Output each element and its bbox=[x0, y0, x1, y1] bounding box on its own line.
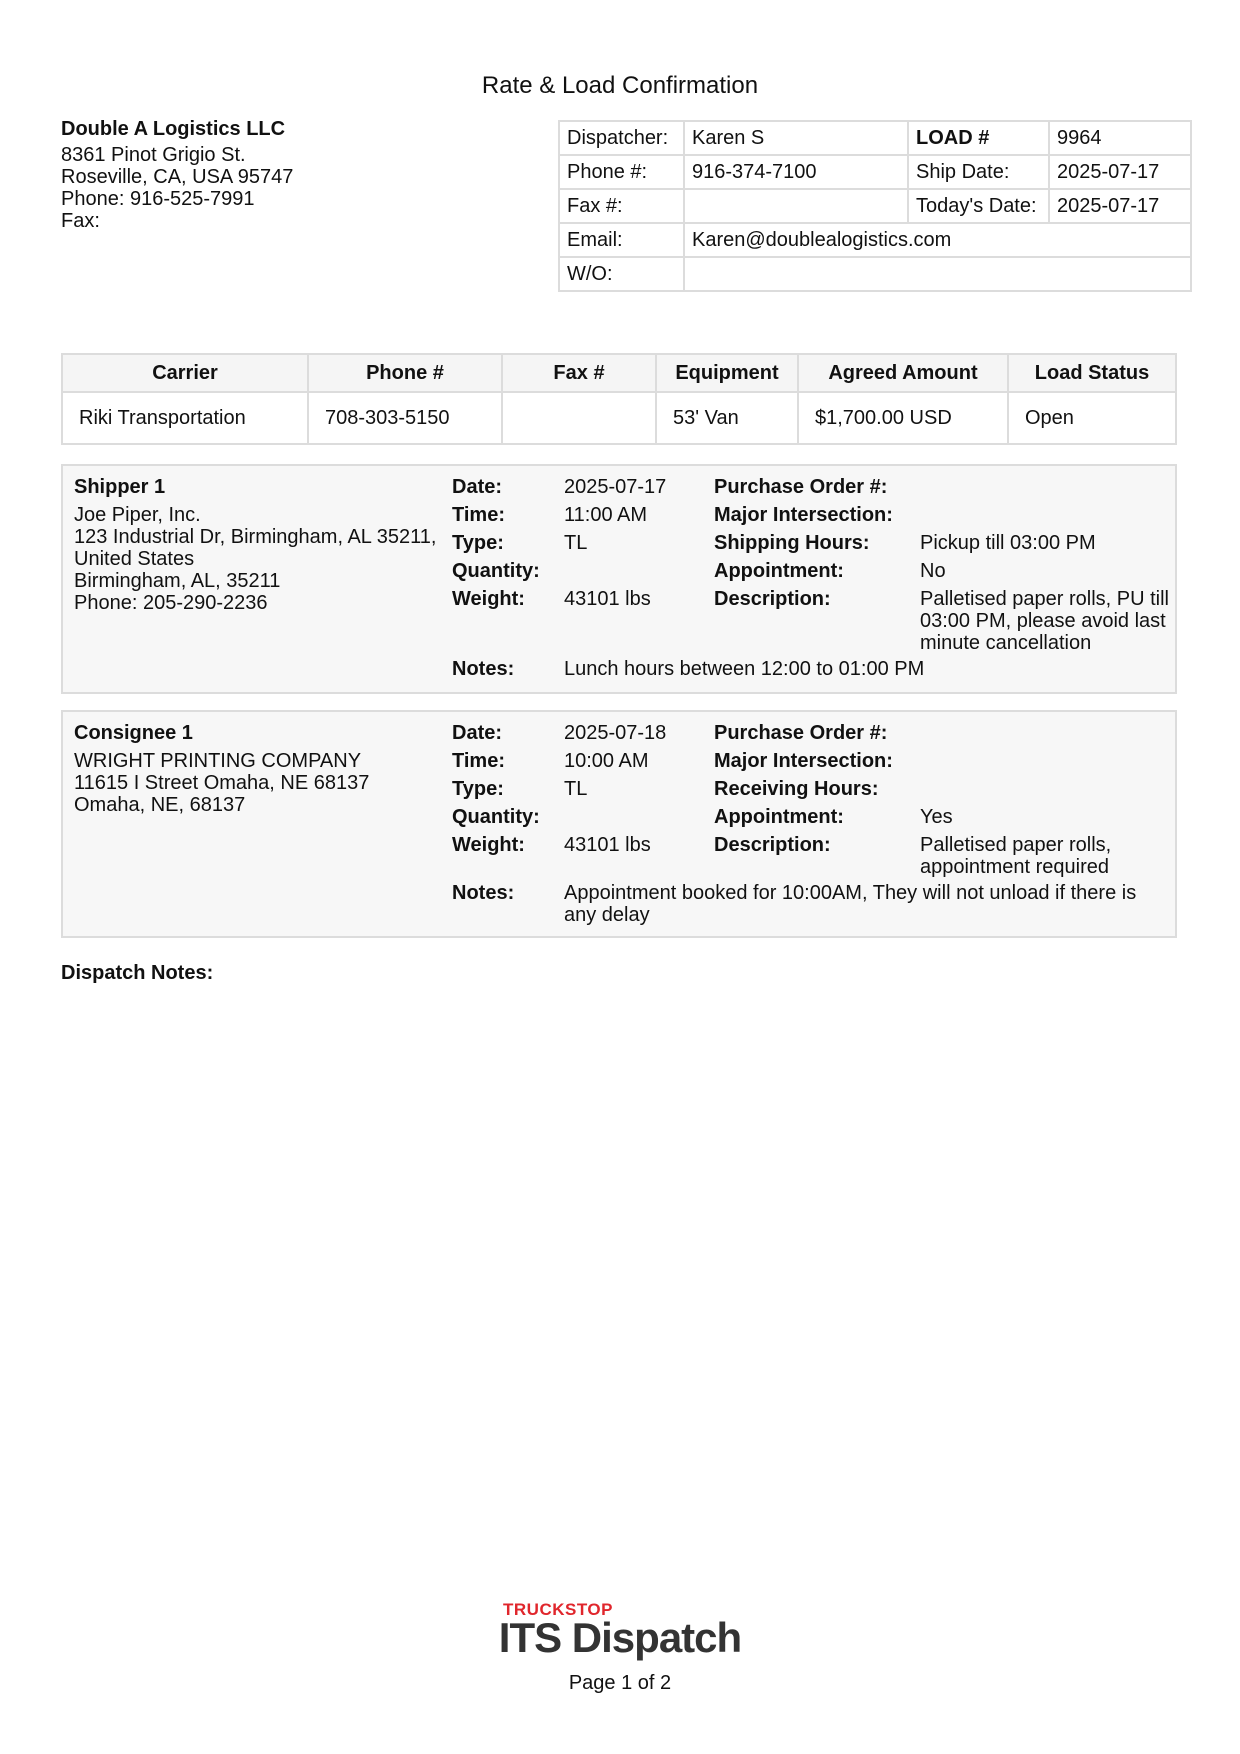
company-address-line1: 8361 Pinot Grigio St. bbox=[61, 144, 246, 166]
load-status: Open bbox=[1008, 392, 1176, 444]
shipper-description: Palletised paper rolls, PU till 03:00 PM, please avoid last minute cancellation bbox=[920, 588, 1169, 654]
consignee-address-block bbox=[74, 722, 454, 816]
shipper-address-block bbox=[74, 476, 454, 614]
carrier-table bbox=[61, 353, 1177, 445]
load-status-header: Load Status bbox=[1008, 354, 1176, 392]
consignee-details bbox=[452, 722, 1180, 878]
consignee-description-label: Description: bbox=[714, 834, 831, 856]
shipper-notes-text: Lunch hours between 12:00 to 01:00 PM bbox=[564, 658, 925, 680]
consignee-address-line: 11615 I Street Omaha, NE 68137 bbox=[74, 772, 370, 794]
dispatcher-value: Karen S bbox=[684, 121, 908, 155]
consignee-notes-text: Appointment booked for 10:00AM, They will not unload if there is any delay bbox=[564, 882, 1137, 926]
dispatch-phone-value: 916-374-7100 bbox=[684, 155, 908, 189]
shipper-intersection bbox=[920, 504, 1180, 526]
carrier-phone: 708-303-5150 bbox=[308, 392, 502, 444]
consignee-hours-label: Receiving Hours: bbox=[714, 778, 879, 800]
consignee-notes-label: Notes: bbox=[452, 882, 515, 904]
agreed-amount: $1,700.00 USD bbox=[798, 392, 1008, 444]
consignee-quantity-label: Quantity: bbox=[452, 806, 540, 828]
shipper-appointment-label: Appointment: bbox=[714, 560, 844, 582]
shipper-description-label: Description: bbox=[714, 588, 831, 610]
shipper-phone: Phone: 205-290-2236 bbox=[74, 592, 268, 614]
its-dispatch-logo: ITS Dispatch bbox=[498, 1614, 742, 1661]
consignee-address-line: WRIGHT PRINTING COMPANY bbox=[74, 750, 362, 772]
consignee-po bbox=[920, 722, 1180, 744]
consignee-weight-label: Weight: bbox=[452, 834, 525, 856]
consignee-notes bbox=[452, 882, 1164, 926]
ship-date-label: Ship Date: bbox=[908, 155, 1049, 189]
dispatch-notes-label: Dispatch Notes: bbox=[61, 962, 214, 984]
consignee-date-label: Date: bbox=[452, 722, 503, 744]
consignee-type: TL bbox=[564, 778, 588, 800]
shipper-intersection-label: Major Intersection: bbox=[714, 504, 893, 526]
dispatcher-label: Dispatcher: bbox=[559, 121, 684, 155]
shipper-quantity bbox=[564, 560, 714, 582]
carrier-header: Carrier bbox=[62, 354, 308, 392]
dispatch-fax-label: Fax #: bbox=[559, 189, 684, 223]
consignee-intersection bbox=[920, 750, 1180, 772]
company-phone: Phone: 916-525-7991 bbox=[61, 188, 255, 210]
load-number-label: LOAD # bbox=[908, 121, 1049, 155]
shipper-details bbox=[452, 476, 1180, 654]
consignee-quantity bbox=[564, 806, 714, 828]
shipper-po bbox=[920, 476, 1180, 498]
page-number: Page 1 of 2 bbox=[568, 1672, 672, 1694]
wo-value bbox=[684, 257, 1191, 291]
table-row bbox=[62, 392, 1176, 444]
todays-date-value: 2025-07-17 bbox=[1049, 189, 1191, 223]
shipper-time: 11:00 AM bbox=[564, 504, 648, 526]
shipper-time-label: Time: bbox=[452, 504, 505, 526]
carrier-name: Riki Transportation bbox=[62, 392, 308, 444]
shipper-hours: Pickup till 03:00 PM bbox=[920, 532, 1096, 554]
carrier-table-header bbox=[62, 354, 1176, 392]
shipper-address-line: Birmingham, AL, 35211 bbox=[74, 570, 281, 592]
load-number-value: 9964 bbox=[1049, 121, 1191, 155]
shipper-weight-label: Weight: bbox=[452, 588, 525, 610]
wo-label: W/O: bbox=[559, 257, 684, 291]
consignee-date: 2025-07-18 bbox=[564, 722, 667, 744]
company-block bbox=[61, 118, 293, 232]
shipper-quantity-label: Quantity: bbox=[452, 560, 540, 582]
shipper-hours-label: Shipping Hours: bbox=[714, 532, 870, 554]
shipper-appointment: No bbox=[920, 560, 946, 582]
agreed-amount-header: Agreed Amount bbox=[798, 354, 1008, 392]
dispatch-phone-label: Phone #: bbox=[559, 155, 684, 189]
carrier-phone-header: Phone # bbox=[308, 354, 502, 392]
company-name: Double A Logistics LLC bbox=[61, 118, 286, 140]
shipper-weight: 43101 lbs bbox=[564, 588, 651, 610]
consignee-appointment-label: Appointment: bbox=[714, 806, 844, 828]
shipper-date-label: Date: bbox=[452, 476, 503, 498]
shipper-notes bbox=[452, 658, 1164, 680]
equipment-header: Equipment bbox=[656, 354, 798, 392]
shipper-section bbox=[61, 464, 1177, 694]
shipper-address-line: United States bbox=[74, 548, 195, 570]
consignee-description: Palletised paper rolls, appointment required bbox=[920, 834, 1112, 878]
consignee-appointment: Yes bbox=[920, 806, 953, 828]
carrier-fax-header: Fax # bbox=[502, 354, 656, 392]
shipper-type-label: Type: bbox=[452, 532, 504, 554]
consignee-po-label: Purchase Order #: bbox=[714, 722, 888, 744]
todays-date-label: Today's Date: bbox=[908, 189, 1049, 223]
shipper-date: 2025-07-17 bbox=[564, 476, 667, 498]
email-label: Email: bbox=[559, 223, 684, 257]
shipper-address-line: 123 Industrial Dr, Birmingham, AL 35211, bbox=[74, 526, 437, 548]
page-title: Rate & Load Confirmation bbox=[481, 72, 759, 99]
consignee-heading: Consignee 1 bbox=[74, 722, 193, 744]
consignee-time-label: Time: bbox=[452, 750, 505, 772]
consignee-weight: 43101 lbs bbox=[564, 834, 651, 856]
shipper-address-line: Joe Piper, Inc. bbox=[74, 504, 201, 526]
shipper-heading: Shipper 1 bbox=[74, 476, 166, 498]
consignee-address-line: Omaha, NE, 68137 bbox=[74, 794, 246, 816]
dispatch-info-table bbox=[558, 120, 1192, 292]
company-fax: Fax: bbox=[61, 210, 100, 232]
consignee-section bbox=[61, 710, 1177, 938]
consignee-time: 10:00 AM bbox=[564, 750, 649, 772]
shipper-notes-label: Notes: bbox=[452, 658, 515, 680]
truckstop-logo-text: TRUCKSTOP bbox=[503, 1600, 613, 1619]
email-value: Karen@doublealogistics.com bbox=[684, 223, 1191, 257]
ship-date-value: 2025-07-17 bbox=[1049, 155, 1191, 189]
carrier-fax bbox=[502, 392, 656, 444]
shipper-type: TL bbox=[564, 532, 588, 554]
equipment: 53' Van bbox=[656, 392, 798, 444]
consignee-intersection-label: Major Intersection: bbox=[714, 750, 893, 772]
shipper-po-label: Purchase Order #: bbox=[714, 476, 888, 498]
dispatch-fax-value bbox=[684, 189, 908, 223]
consignee-hours bbox=[920, 778, 1180, 800]
consignee-type-label: Type: bbox=[452, 778, 504, 800]
company-address-line2: Roseville, CA, USA 95747 bbox=[61, 166, 294, 188]
